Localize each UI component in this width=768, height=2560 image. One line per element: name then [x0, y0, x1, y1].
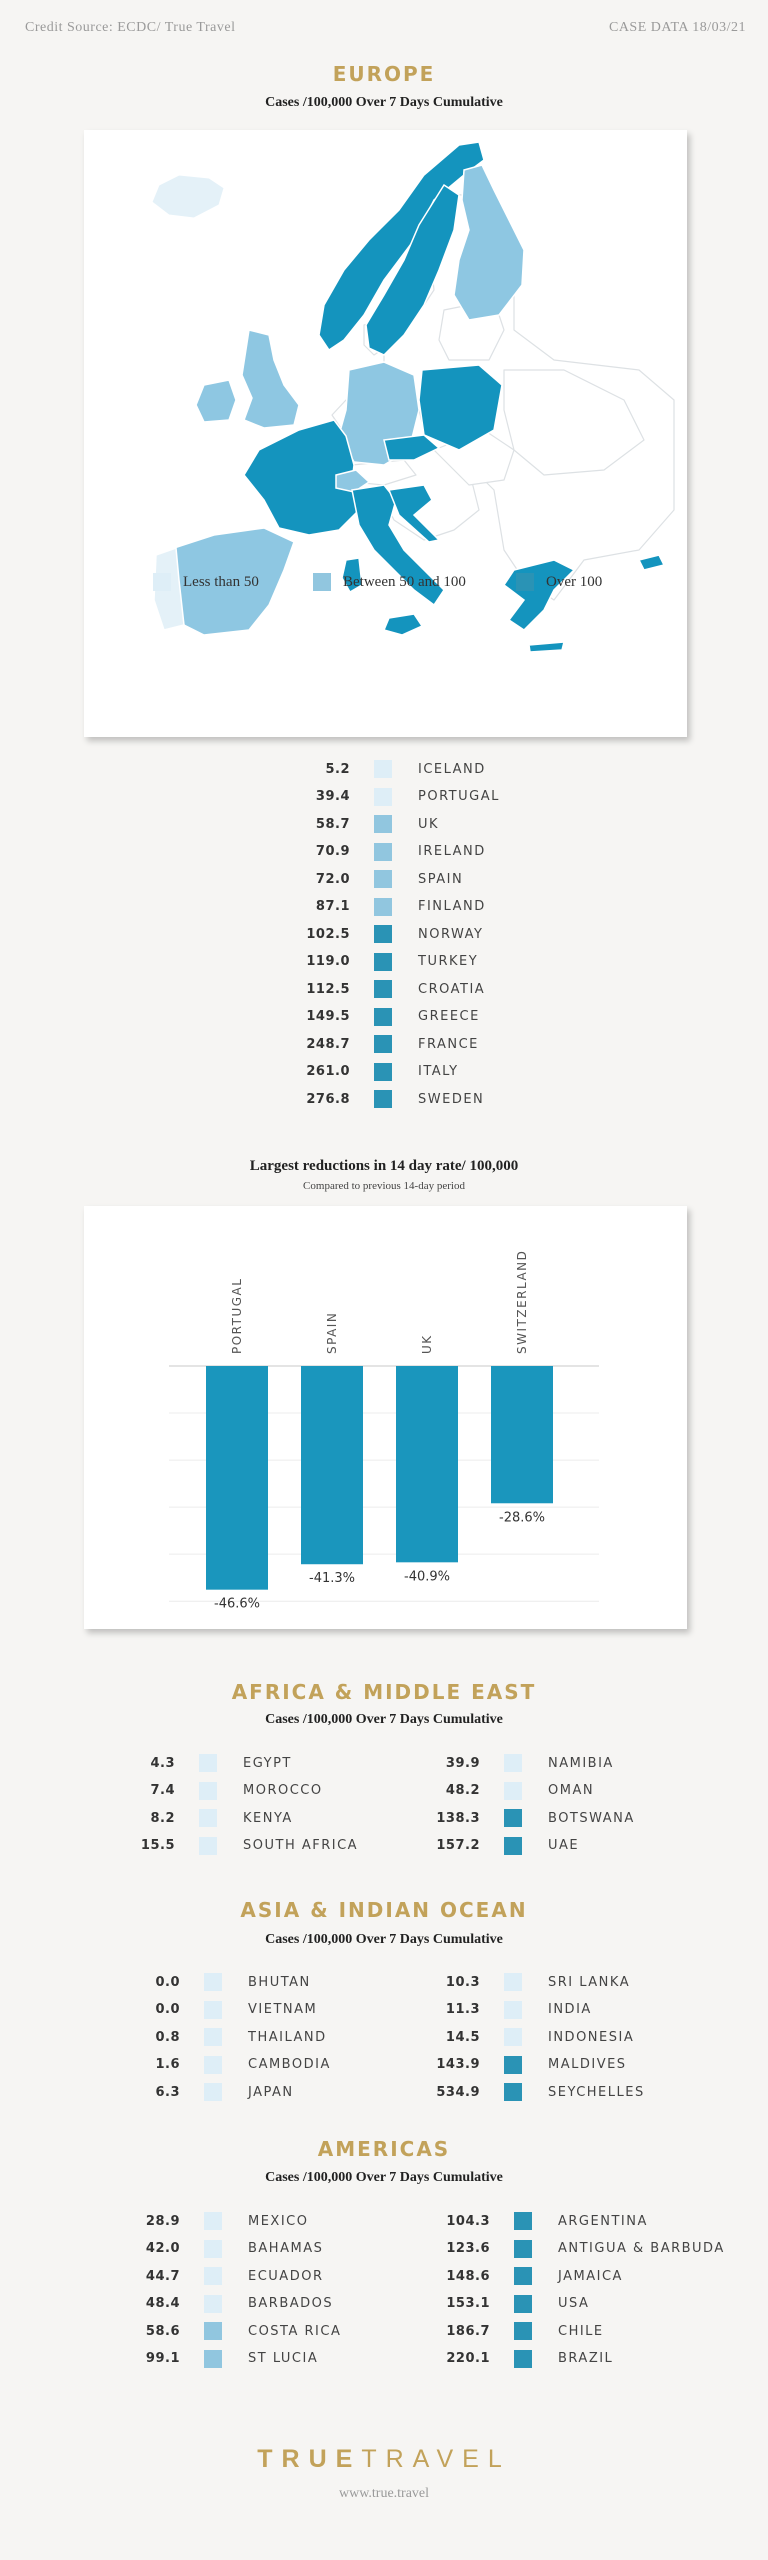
country-row	[130, 2347, 318, 2371]
country-name: ARGENTINA	[558, 2213, 648, 2229]
category-label: PORTUGAL	[230, 1277, 244, 1354]
country-name: ECUADOR	[248, 2268, 324, 2284]
band-swatch	[204, 2212, 222, 2230]
country-name: MEXICO	[248, 2213, 309, 2229]
country-value: 119.0	[306, 954, 350, 969]
country-name: IRELAND	[418, 844, 486, 859]
reductions-bar-chart	[84, 1206, 687, 1629]
country-value: 99.1	[145, 2351, 180, 2366]
country-value: 143.9	[436, 2057, 480, 2072]
country-name: GREECE	[418, 1009, 480, 1024]
country-row	[430, 2292, 589, 2316]
country-row	[420, 1779, 594, 1803]
band-swatch	[504, 1809, 522, 1827]
map-iceland	[152, 175, 224, 218]
country-value: 10.3	[445, 1974, 480, 1990]
country-value: 157.2	[436, 1838, 480, 1853]
map-ireland	[196, 380, 236, 422]
country-name: SEYCHELLES	[548, 2084, 645, 2100]
country-value: 153.1	[446, 2296, 490, 2311]
band-swatch	[374, 1035, 392, 1053]
band-swatch	[374, 1090, 392, 1108]
country-row	[280, 895, 486, 919]
bar-switzerland	[491, 1366, 553, 1503]
band-swatch	[374, 953, 392, 971]
country-row	[280, 785, 500, 809]
band-swatch	[204, 2240, 222, 2258]
country-name: UAE	[548, 1838, 580, 1853]
band-swatch	[204, 2056, 222, 2074]
country-name: SOUTH AFRICA	[243, 1838, 359, 1853]
legend-high-swatch	[516, 573, 534, 591]
band-swatch	[204, 2083, 222, 2101]
country-row	[130, 1779, 323, 1803]
country-row	[130, 2292, 333, 2316]
country-value: 276.8	[306, 1091, 350, 1107]
country-value: 220.1	[446, 2351, 490, 2366]
country-value: 48.2	[445, 1783, 480, 1798]
country-value: 48.4	[145, 2296, 180, 2311]
band-swatch	[504, 1837, 522, 1855]
country-name: BAHAMAS	[248, 2241, 324, 2256]
country-name: CAMBODIA	[248, 2057, 331, 2072]
country-row	[130, 1806, 293, 1830]
band-swatch	[374, 870, 392, 888]
country-name: JAPAN	[248, 2084, 294, 2100]
country-name: PORTUGAL	[418, 789, 500, 804]
map-cyprus	[639, 555, 664, 570]
band-swatch	[374, 898, 392, 916]
band-swatch	[514, 2322, 532, 2340]
band-swatch	[199, 1809, 217, 1827]
band-swatch	[204, 2028, 222, 2046]
europe-map-card	[84, 130, 687, 737]
band-swatch	[504, 2083, 522, 2101]
country-row	[420, 1834, 579, 1858]
brand-logo	[0, 2445, 768, 2474]
country-name: VIETNAM	[248, 2002, 318, 2017]
band-swatch	[514, 2295, 532, 2313]
country-row	[280, 922, 483, 946]
country-value: 44.7	[145, 2268, 180, 2284]
band-swatch	[504, 2028, 522, 2046]
country-value: 58.7	[315, 816, 350, 832]
band-swatch	[199, 1782, 217, 1800]
legend-mid-label: Between 50 and 100	[343, 573, 466, 590]
country-value: 39.9	[445, 1755, 480, 1771]
country-name: MALDIVES	[548, 2057, 627, 2072]
band-swatch	[204, 1973, 222, 1991]
country-name: JAMAICA	[558, 2268, 623, 2284]
band-swatch	[374, 1008, 392, 1026]
legend-mid-swatch	[313, 573, 331, 591]
country-row	[280, 1005, 480, 1029]
country-name: SRI LANKA	[548, 1974, 631, 1990]
value-label: -46.6%	[214, 1596, 260, 1612]
country-row	[130, 1998, 317, 2022]
map-crete	[529, 642, 564, 652]
country-row	[280, 977, 485, 1001]
country-row	[130, 1970, 311, 1994]
country-row	[130, 2053, 331, 2077]
country-row	[130, 2209, 308, 2233]
band-swatch	[514, 2240, 532, 2258]
country-value: 28.9	[145, 2213, 180, 2229]
country-value: 534.9	[436, 2084, 480, 2100]
country-row	[130, 2264, 323, 2288]
reductions-chart-card	[84, 1206, 687, 1629]
band-swatch	[204, 2267, 222, 2285]
country-value: 138.3	[436, 1810, 480, 1826]
country-row	[430, 2347, 613, 2371]
country-name: ITALY	[418, 1064, 459, 1079]
africa-title: AFRICA & MIDDLE EAST	[231, 1680, 537, 1704]
value-label: -41.3%	[309, 1571, 355, 1587]
country-value: 123.6	[446, 2241, 490, 2256]
legend-mid	[313, 573, 466, 591]
band-swatch	[374, 815, 392, 833]
country-name: ST LUCIA	[248, 2351, 319, 2366]
country-row	[130, 2025, 327, 2049]
country-name: UK	[418, 816, 440, 832]
country-value: 0.0	[155, 1974, 180, 1990]
country-row	[420, 1751, 614, 1775]
country-row	[430, 2209, 648, 2233]
country-row	[130, 2319, 341, 2343]
country-value: 14.5	[445, 2029, 480, 2045]
legend-low-swatch	[153, 573, 171, 591]
country-row	[420, 2025, 634, 2049]
country-value: 261.0	[306, 1064, 350, 1079]
legend-low	[153, 573, 259, 591]
band-swatch	[199, 1837, 217, 1855]
country-value: 186.7	[446, 2323, 490, 2339]
country-value: 70.9	[315, 844, 350, 859]
band-swatch	[204, 2350, 222, 2368]
africa-subtitle: Cases /100,000 Over 7 Days Cumulative	[265, 1712, 503, 1727]
band-swatch	[199, 1754, 217, 1772]
category-label: SPAIN	[325, 1311, 339, 1354]
band-swatch	[514, 2267, 532, 2285]
country-name: COSTA RICA	[248, 2323, 342, 2339]
country-value: 42.0	[145, 2241, 180, 2256]
country-name: CHILE	[558, 2323, 604, 2339]
country-row	[280, 1060, 459, 1084]
country-name: FINLAND	[418, 899, 486, 914]
country-row	[130, 2080, 294, 2104]
country-name: MOROCCO	[243, 1783, 323, 1798]
country-row	[430, 2319, 604, 2343]
country-value: 11.3	[445, 2002, 480, 2017]
country-row	[280, 950, 478, 974]
case-date: CASE DATA 18/03/21	[608, 20, 746, 35]
country-name: NAMIBIA	[548, 1755, 614, 1771]
americas-subtitle: Cases /100,000 Over 7 Days Cumulative	[265, 2170, 503, 2185]
band-swatch	[504, 2001, 522, 2019]
country-name: EGYPT	[243, 1755, 292, 1771]
country-value: 112.5	[306, 981, 350, 997]
asia-subtitle: Cases /100,000 Over 7 Days Cumulative	[265, 1932, 503, 1947]
country-value: 0.0	[155, 2002, 180, 2017]
band-swatch	[374, 843, 392, 861]
category-label: SWITZERLAND	[515, 1249, 529, 1354]
country-row	[420, 1970, 630, 1994]
country-value: 7.4	[150, 1783, 175, 1798]
country-value: 4.3	[150, 1755, 175, 1771]
value-label: -40.9%	[404, 1569, 450, 1585]
country-row	[280, 757, 486, 781]
reductions-title: Largest reductions in 14 day rate/ 100,000	[249, 1158, 519, 1174]
band-swatch	[204, 2001, 222, 2019]
country-value: 149.5	[306, 1009, 350, 1024]
website-link[interactable]: www.true.travel	[338, 2486, 430, 2501]
country-row	[280, 1087, 484, 1111]
country-name: BARBADOS	[248, 2296, 334, 2311]
europe-subtitle: Cases /100,000 Over 7 Days Cumulative	[265, 95, 503, 110]
category-label: UK	[420, 1334, 434, 1354]
country-value: 15.5	[140, 1838, 175, 1853]
country-name: OMAN	[548, 1783, 595, 1798]
country-value: 5.2	[325, 761, 350, 777]
country-name: NORWAY	[418, 926, 484, 942]
country-name: SPAIN	[418, 871, 464, 887]
country-value: 6.3	[155, 2084, 180, 2100]
bar-spain	[301, 1366, 363, 1564]
country-name: BHUTAN	[248, 1974, 311, 1990]
country-value: 87.1	[315, 899, 350, 914]
country-value: 72.0	[315, 871, 350, 887]
band-swatch	[514, 2212, 532, 2230]
band-swatch	[374, 760, 392, 778]
country-name: ANTIGUA & BARBUDA	[558, 2241, 725, 2256]
country-row	[420, 2080, 645, 2104]
country-name: FRANCE	[418, 1036, 479, 1052]
country-value: 248.7	[306, 1036, 350, 1052]
band-swatch	[504, 1754, 522, 1772]
band-swatch	[374, 1063, 392, 1081]
map-sicily	[384, 614, 422, 635]
band-swatch	[504, 2056, 522, 2074]
bar-portugal	[206, 1366, 268, 1590]
map-greece	[504, 560, 574, 630]
brand-travel: TRAVEL	[361, 2445, 511, 2473]
country-name: ICELAND	[418, 761, 486, 777]
band-swatch	[504, 1782, 522, 1800]
legend-high-label: Over 100	[546, 573, 603, 590]
country-name: CROATIA	[418, 981, 486, 997]
country-name: INDONESIA	[548, 2029, 635, 2045]
legend-high	[516, 573, 602, 591]
country-row	[280, 812, 439, 836]
band-swatch	[204, 2295, 222, 2313]
country-row	[280, 1032, 479, 1056]
country-row	[430, 2237, 725, 2261]
value-label: -28.6%	[499, 1510, 545, 1526]
band-swatch	[374, 980, 392, 998]
country-row	[130, 1751, 292, 1775]
country-row	[280, 867, 463, 891]
country-value: 58.6	[145, 2323, 180, 2339]
country-name: KENYA	[243, 1810, 293, 1826]
country-name: THAILAND	[248, 2029, 327, 2045]
country-value: 102.5	[306, 926, 350, 942]
credit-source: Credit Source: ECDC/ True Travel	[25, 20, 236, 35]
country-row	[420, 2053, 627, 2077]
legend-low-label: Less than 50	[183, 573, 259, 590]
asia-title: ASIA & INDIAN OCEAN	[240, 1898, 528, 1922]
band-swatch	[374, 925, 392, 943]
country-value: 148.6	[446, 2268, 490, 2284]
bar-uk	[396, 1366, 458, 1562]
band-swatch	[204, 2322, 222, 2340]
map-finland	[454, 165, 524, 320]
country-row	[420, 1806, 635, 1830]
band-swatch	[504, 1973, 522, 1991]
band-swatch	[514, 2350, 532, 2368]
country-value: 8.2	[150, 1810, 175, 1826]
europe-map	[84, 130, 687, 737]
country-value: 0.8	[155, 2029, 180, 2045]
country-name: BOTSWANA	[548, 1810, 635, 1826]
country-name: INDIA	[548, 2002, 592, 2017]
country-name: TURKEY	[418, 954, 479, 969]
reductions-subtitle: Compared to previous 14-day period	[303, 1180, 465, 1192]
country-row	[130, 1834, 358, 1858]
country-name: BRAZIL	[558, 2351, 614, 2366]
country-name: USA	[558, 2296, 590, 2311]
country-name: SWEDEN	[418, 1091, 485, 1107]
map-uk	[242, 330, 299, 428]
country-row	[280, 840, 486, 864]
country-row	[420, 1998, 592, 2022]
country-value: 39.4	[315, 789, 350, 804]
brand-true: TRUE	[257, 2445, 362, 2473]
country-value: 104.3	[446, 2213, 490, 2229]
americas-title: AMERICAS	[317, 2137, 451, 2161]
country-row	[430, 2264, 623, 2288]
band-swatch	[374, 788, 392, 806]
country-row	[130, 2237, 323, 2261]
europe-title: EUROPE	[332, 62, 436, 86]
country-value: 1.6	[155, 2057, 180, 2072]
